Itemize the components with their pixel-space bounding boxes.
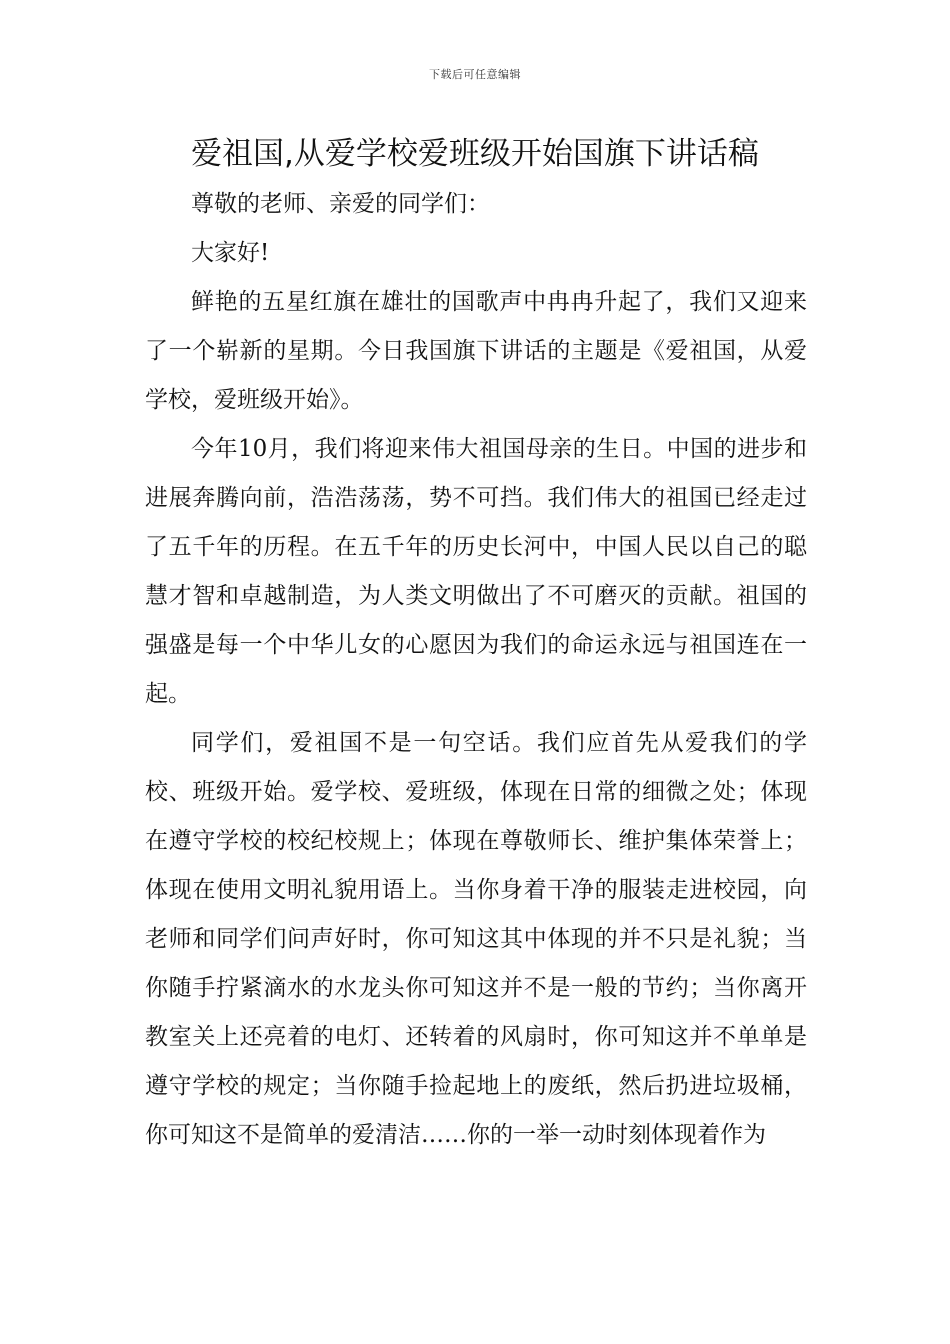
header-note: 下载后可任意编辑 <box>429 68 521 81</box>
greeting-paragraph: 尊敬的老师、亲爱的同学们： <box>191 191 490 217</box>
document-body <box>145 180 807 1160</box>
salutation-paragraph: 大家好! <box>191 240 270 266</box>
body-paragraph: 今年10月，我们将迎来伟大祖国母亲的生日。中国的进步和进展奔腾向前，浩浩荡荡，势不可挡。我们伟大的祖国已经走过了五千年的历程。在五千年的历史长河中，中国人民以自己的聪慧才智和卓越制造，为人类文明做出了不可磨灭的贡献。祖国的强盛是每一个中华儿女的心愿因为我们的命运永远与祖国连在一起。 <box>145 436 807 707</box>
document-title: 爱祖国,从爱学校爱班级开始国旗下讲话稿 <box>191 136 759 172</box>
body-paragraph: 鲜艳的五星红旗在雄壮的国歌声中冉冉升起了，我们又迎来了一个崭新的星期。今日我国旗下讲话的主题是《爱祖国，从爱学校，爱班级开始》。 <box>145 289 807 413</box>
body-paragraph: 同学们，爱祖国不是一句空话。我们应首先从爱我们的学校、班级开始。爱学校、爱班级，体现在日常的细微之处；体现在遵守学校的校纪校规上；体现在尊敬师长、维护集体荣誉上；体现在使用文明礼貌用语上。当你身着干净的服装走进校园，向老师和同学们问声好时，你可知这其中体现的并不只是礼貌；当你随手拧紧滴水的水龙头你可知这并不是一般的节约；当你离开教室关上还亮着的电灯、还转着的风扇时，你可知这并不单单是遵守学校的规定；当你随手捡起地上的废纸，然后扔进垃圾桶，你可知这不是简单的爱清洁……你的一举一动时刻体现着作为 <box>145 730 807 1148</box>
